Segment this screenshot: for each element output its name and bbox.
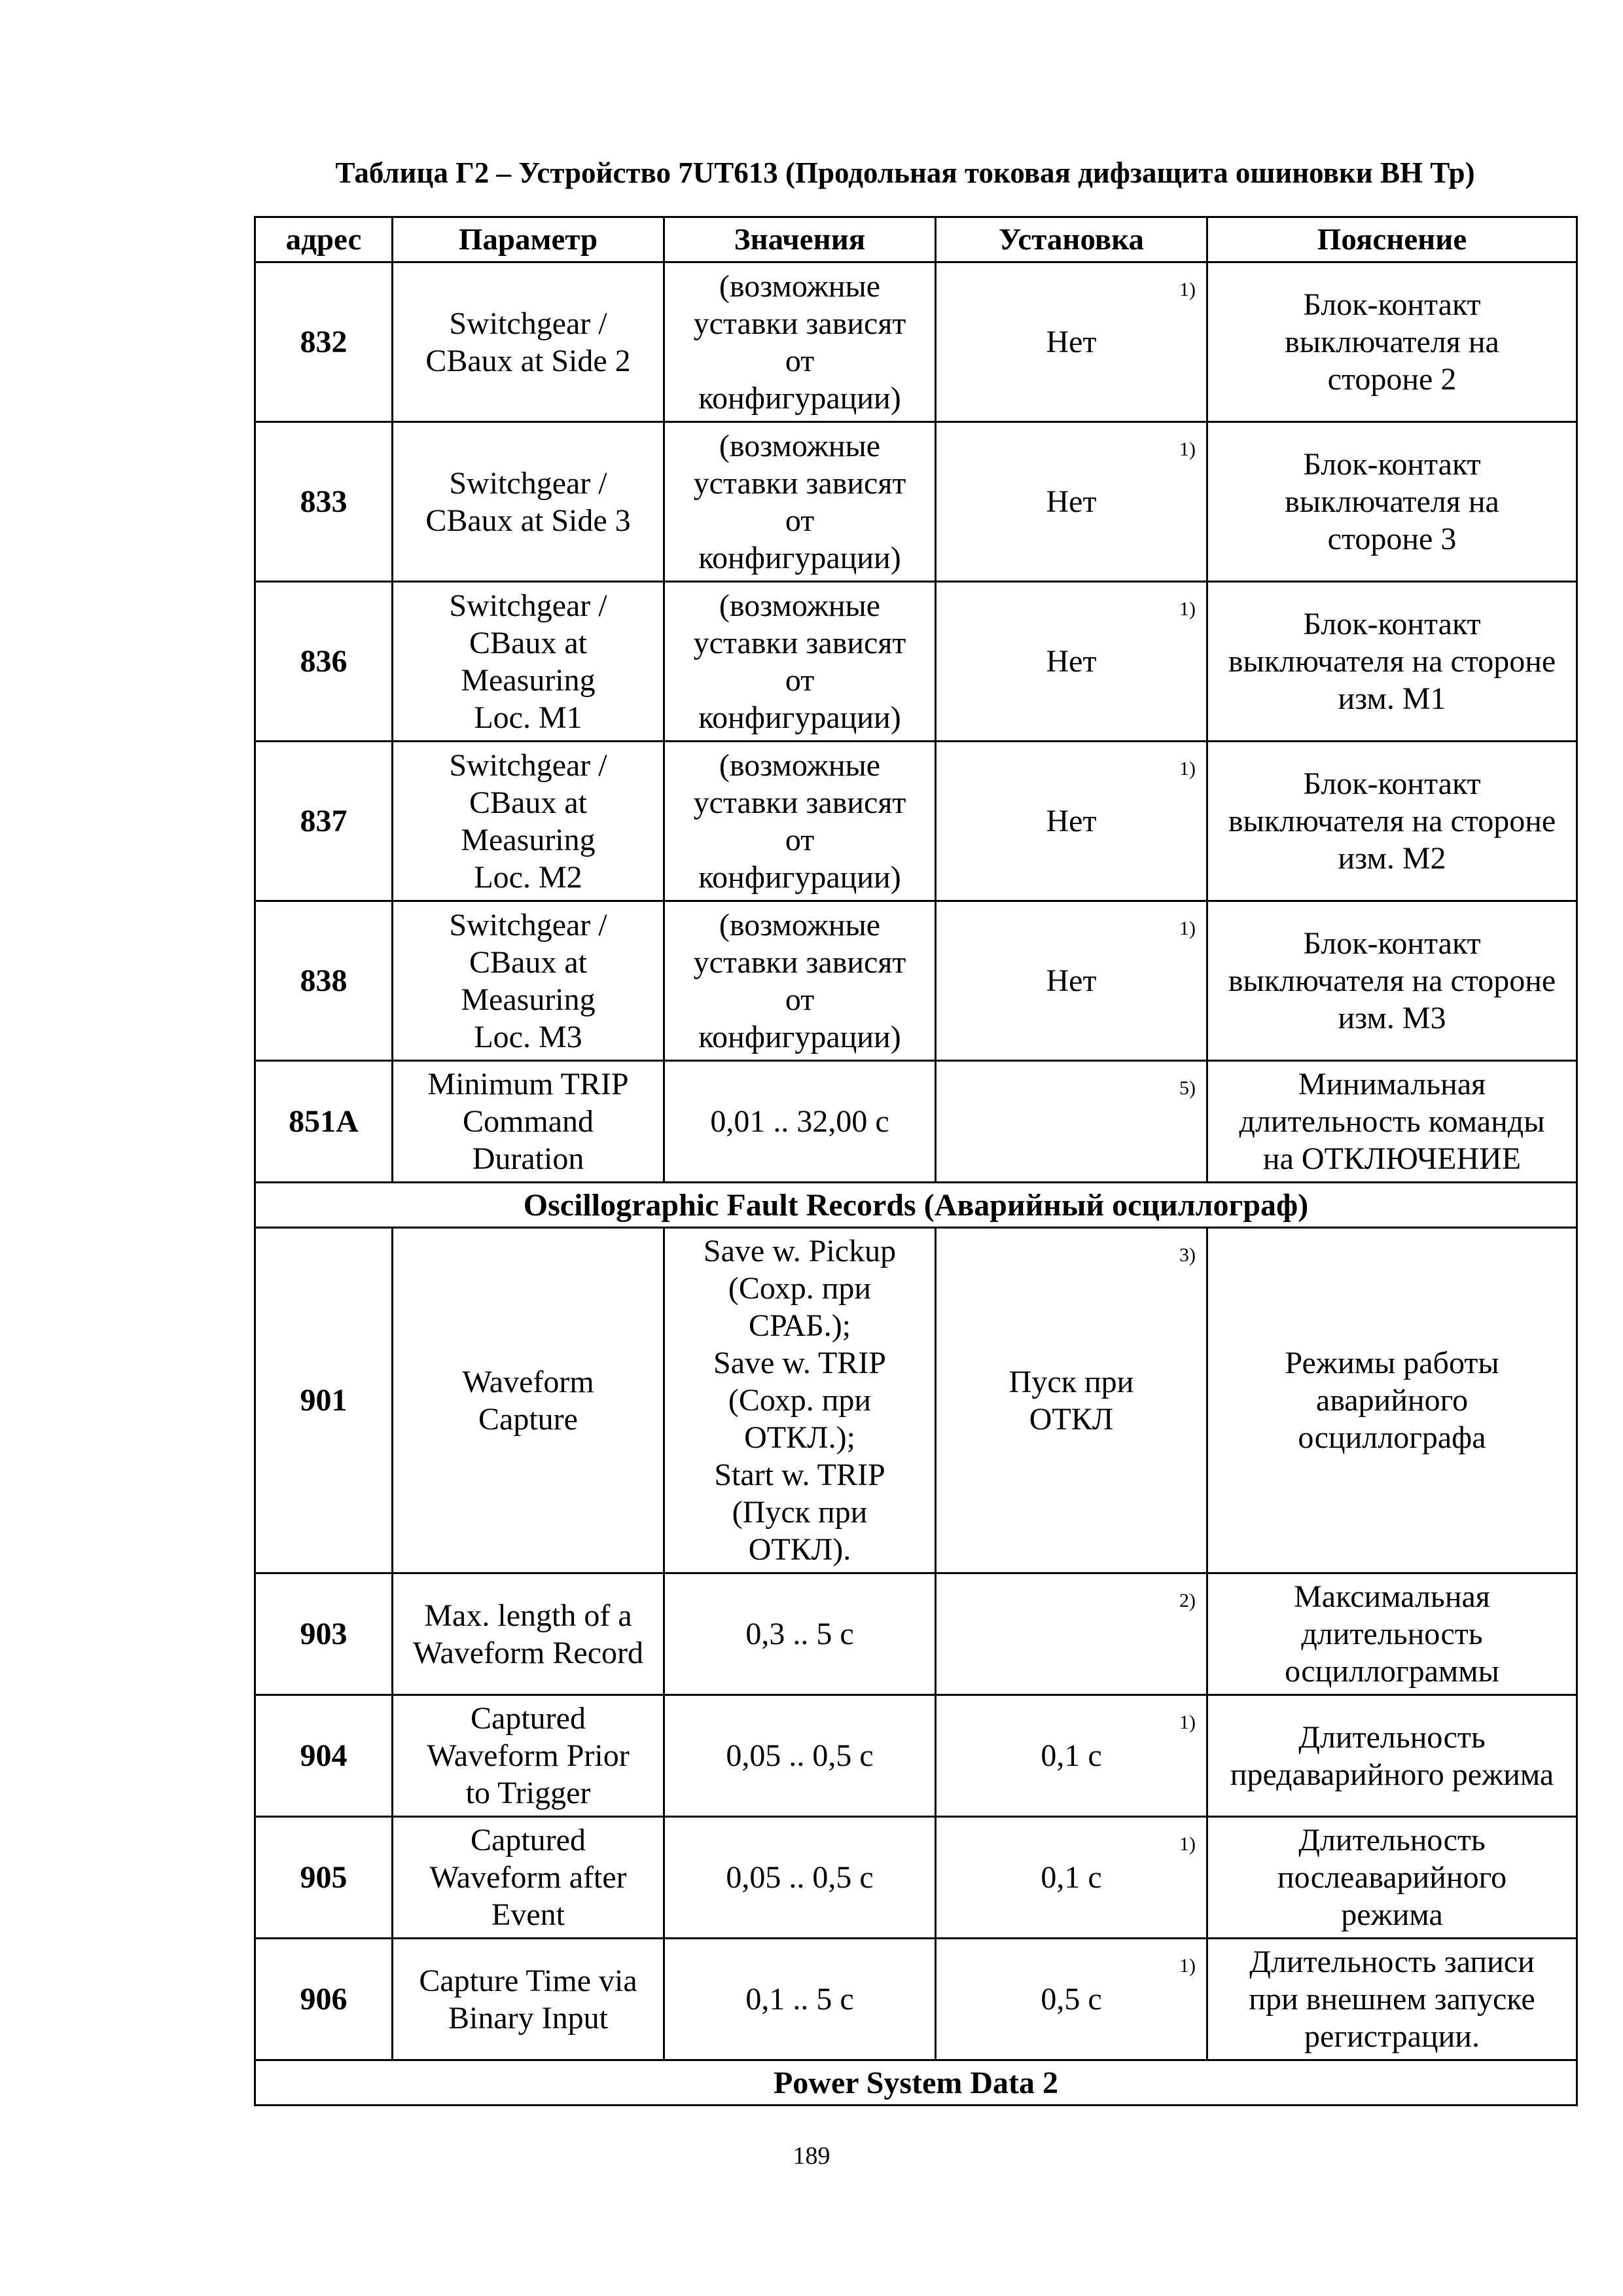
header-parameter: Параметр xyxy=(393,217,664,262)
parameter-line: Measuring xyxy=(461,662,596,698)
table-title: Таблица Г2 – Устройство 7UT613 (Продольная токовая дифзащита ошиновки ВН Тр) xyxy=(335,156,1475,189)
page-number: 189 xyxy=(793,2142,830,2170)
footnote-marker: 5) xyxy=(1179,1077,1196,1099)
parameter-line: Waveform Record xyxy=(413,1635,643,1670)
values-line: от xyxy=(785,982,815,1017)
note-line: Блок-контакт xyxy=(1303,766,1481,801)
note-cell xyxy=(1207,1061,1577,1183)
note-line: выключателя на стороне xyxy=(1228,963,1556,998)
setting-line: 0,5 с xyxy=(1041,1982,1102,2017)
note-line: Блок-контакт xyxy=(1303,926,1481,961)
address-cell: 832 xyxy=(255,262,393,422)
note-line: выключателя на xyxy=(1285,484,1499,519)
setting-cell xyxy=(936,1573,1207,1695)
parameter-cell xyxy=(393,582,664,742)
parameter-line: Event xyxy=(491,1897,565,1932)
parameter-line: Switchgear / xyxy=(449,306,607,341)
values-line: СРАБ.); xyxy=(748,1308,851,1343)
note-cell xyxy=(1207,1939,1577,2060)
values-line: (Пуск при xyxy=(732,1495,868,1530)
values-line: 0,05 .. 0,5 с xyxy=(726,1860,874,1895)
values-line: от xyxy=(785,503,815,538)
note-line: Режимы работы xyxy=(1285,1346,1499,1380)
parameter-cell xyxy=(393,1695,664,1817)
parameter-line: CBaux at Side 2 xyxy=(425,343,631,378)
setting-cell xyxy=(936,422,1207,582)
note-line: осциллографа xyxy=(1298,1420,1486,1455)
values-line: 0,3 .. 5 с xyxy=(745,1617,854,1651)
parameter-cell xyxy=(393,1061,664,1183)
footnote-marker: 1) xyxy=(1179,918,1196,939)
parameter-line: Duration xyxy=(472,1141,584,1176)
parameter-line: Switchgear / xyxy=(449,465,607,501)
values-line: ОТКЛ.); xyxy=(744,1420,855,1455)
values-cell xyxy=(664,1939,936,2060)
note-line: Длительность записи xyxy=(1249,1945,1535,1979)
note-line: предаварийного режима xyxy=(1230,1757,1554,1792)
setting-cell xyxy=(936,901,1207,1061)
section-heading: Oscillographic Fault Records (Аварийный осциллограф) xyxy=(255,1183,1577,1228)
footnote-marker: 1) xyxy=(1179,1712,1196,1733)
note-line: Длительность xyxy=(1298,1719,1486,1755)
footnote-marker: 1) xyxy=(1179,598,1196,620)
parameter-line: Captured xyxy=(471,1701,586,1736)
note-line: выключателя на стороне xyxy=(1228,644,1556,679)
note-cell xyxy=(1207,262,1577,422)
values-cell xyxy=(664,742,936,901)
address-cell: 851A xyxy=(255,1061,393,1183)
note-line: Блок-контакт xyxy=(1303,447,1481,482)
values-line: конфигурации) xyxy=(698,1019,901,1054)
note-cell xyxy=(1207,422,1577,582)
table-row xyxy=(255,1573,1577,1695)
note-line: изм. М3 xyxy=(1338,1001,1446,1035)
note-line: на ОТКЛЮЧЕНИЕ xyxy=(1262,1141,1522,1176)
parameter-line: Command xyxy=(463,1104,594,1139)
note-cell xyxy=(1207,1573,1577,1695)
parameter-line: Loc. M1 xyxy=(474,700,582,735)
parameter-cell xyxy=(393,742,664,901)
note-line: выключателя на стороне xyxy=(1228,804,1556,838)
address-cell: 901 xyxy=(255,1228,393,1573)
parameter-cell xyxy=(393,1228,664,1573)
table-row xyxy=(255,1228,1577,1573)
note-line: изм. М2 xyxy=(1338,841,1446,876)
header-note: Пояснение xyxy=(1207,217,1577,262)
setting-cell xyxy=(936,1695,1207,1817)
parameter-cell xyxy=(393,1817,664,1939)
address-cell: 906 xyxy=(255,1939,393,2060)
header-address: адрес xyxy=(255,217,393,262)
values-line: 0,01 .. 32,00 с xyxy=(710,1104,889,1139)
note-cell xyxy=(1207,1695,1577,1817)
parameter-line: Captured xyxy=(471,1823,586,1857)
note-line: стороне 2 xyxy=(1327,362,1457,397)
values-line: 0,1 .. 5 с xyxy=(745,1982,854,2017)
address-cell: 833 xyxy=(255,422,393,582)
note-cell xyxy=(1207,901,1577,1061)
setting-line: Нет xyxy=(1046,804,1097,838)
setting-line: Пуск при xyxy=(1008,1364,1134,1399)
setting-line: ОТКЛ xyxy=(1029,1401,1114,1437)
values-cell xyxy=(664,262,936,422)
parameter-line: CBaux at xyxy=(469,944,587,980)
note-line: при внешнем запуске xyxy=(1249,1982,1535,2017)
header-setting: Установка xyxy=(936,217,1207,262)
note-line: стороне 3 xyxy=(1327,522,1457,556)
values-line: уставки зависят xyxy=(693,944,906,980)
parameter-line: Switchgear / xyxy=(449,907,607,942)
values-cell xyxy=(664,1573,936,1695)
parameter-cell xyxy=(393,262,664,422)
note-line: выключателя на xyxy=(1285,325,1499,359)
parameter-line: CBaux at xyxy=(469,625,587,660)
parameter-line: Measuring xyxy=(461,982,596,1017)
note-line: Длительность xyxy=(1298,1823,1486,1857)
values-line: (Сохр. при xyxy=(728,1383,872,1418)
address-cell: 905 xyxy=(255,1817,393,1939)
values-line: конфигурации) xyxy=(698,380,901,416)
note-line: Минимальная xyxy=(1298,1067,1486,1102)
values-line: от xyxy=(785,662,815,698)
setting-line: 0,1 с xyxy=(1041,1860,1102,1895)
parameter-cell xyxy=(393,1573,664,1695)
values-line: Save w. TRIP xyxy=(713,1346,886,1380)
parameter-line: Switchgear / xyxy=(449,588,607,623)
setting-line: Нет xyxy=(1046,484,1097,519)
parameter-line: to Trigger xyxy=(465,1776,591,1810)
setting-line: Нет xyxy=(1046,963,1097,998)
header-values: Значения xyxy=(664,217,936,262)
footnote-marker: 1) xyxy=(1179,1833,1196,1855)
header-row xyxy=(255,217,1577,262)
parameter-line: Switchgear / xyxy=(449,747,607,783)
parameter-line: Binary Input xyxy=(448,2000,608,2036)
parameter-line: CBaux at Side 3 xyxy=(425,503,631,538)
setting-cell xyxy=(936,582,1207,742)
values-line: уставки зависят xyxy=(693,306,906,341)
parameter-line: CBaux at xyxy=(469,785,587,820)
values-line: уставки зависят xyxy=(693,465,906,501)
values-line: уставки зависят xyxy=(693,625,906,660)
footnote-marker: 1) xyxy=(1179,758,1196,780)
parameter-cell xyxy=(393,422,664,582)
address-cell: 836 xyxy=(255,582,393,742)
parameter-cell xyxy=(393,1939,664,2060)
table-row xyxy=(255,1939,1577,2060)
values-line: от xyxy=(785,822,815,857)
table-row xyxy=(255,1695,1577,1817)
values-line: 0,05 .. 0,5 с xyxy=(726,1738,874,1773)
footnote-marker: 3) xyxy=(1179,1244,1196,1266)
values-cell xyxy=(664,1061,936,1183)
note-cell xyxy=(1207,1817,1577,1939)
section-row xyxy=(255,2060,1577,2106)
table-row xyxy=(255,1061,1577,1183)
note-line: Блок-контакт xyxy=(1303,287,1481,322)
values-line: конфигурации) xyxy=(698,700,901,735)
values-line: (возможные xyxy=(719,747,881,783)
address-cell: 837 xyxy=(255,742,393,901)
note-line: длительность команды xyxy=(1239,1104,1545,1139)
note-line: регистрации. xyxy=(1304,2019,1480,2054)
note-line: Максимальная xyxy=(1294,1579,1490,1614)
address-cell: 838 xyxy=(255,901,393,1061)
values-line: от xyxy=(785,343,815,378)
setting-line: Нет xyxy=(1046,644,1097,679)
table-row xyxy=(255,422,1577,582)
setting-cell xyxy=(936,742,1207,901)
values-line: (возможные xyxy=(719,907,881,942)
values-line: конфигурации) xyxy=(698,859,901,895)
setting-cell xyxy=(936,1817,1207,1939)
values-cell xyxy=(664,1228,936,1573)
note-line: режима xyxy=(1341,1897,1443,1932)
parameter-line: Waveform Prior xyxy=(427,1738,630,1773)
parameter-cell xyxy=(393,901,664,1061)
values-cell xyxy=(664,422,936,582)
values-line: Start w. TRIP xyxy=(714,1458,885,1492)
parameter-line: Waveform xyxy=(462,1364,594,1399)
values-cell xyxy=(664,901,936,1061)
setting-cell xyxy=(936,1228,1207,1573)
note-line: длительность xyxy=(1301,1617,1483,1651)
table-row xyxy=(255,1817,1577,1939)
note-line: послеаварийного xyxy=(1277,1860,1507,1895)
parameter-line: Minimum TRIP xyxy=(427,1067,629,1102)
values-cell xyxy=(664,1817,936,1939)
footnote-marker: 1) xyxy=(1179,439,1196,460)
parameter-line: Waveform after xyxy=(429,1860,627,1895)
address-cell: 903 xyxy=(255,1573,393,1695)
parameter-line: Loc. M2 xyxy=(474,859,582,895)
parameter-line: Loc. M3 xyxy=(474,1019,582,1054)
note-line: аварийного xyxy=(1315,1383,1469,1418)
note-line: изм. М1 xyxy=(1338,681,1446,716)
section-row xyxy=(255,1183,1577,1228)
values-line: конфигурации) xyxy=(698,540,901,575)
setting-cell xyxy=(936,1939,1207,2060)
table-row xyxy=(255,901,1577,1061)
table-row xyxy=(255,742,1577,901)
address-cell: 904 xyxy=(255,1695,393,1817)
values-line: (возможные xyxy=(719,268,881,304)
footnote-marker: 1) xyxy=(1179,1955,1196,1977)
table-row xyxy=(255,262,1577,422)
settings-table xyxy=(254,216,1578,2106)
values-line: (Сохр. при xyxy=(728,1271,872,1306)
parameter-line: Measuring xyxy=(461,822,596,857)
values-line: ОТКЛ). xyxy=(748,1532,851,1567)
note-cell xyxy=(1207,1228,1577,1573)
values-line: (возможные xyxy=(719,588,881,623)
note-line: Блок-контакт xyxy=(1303,607,1481,641)
setting-line: 0,1 с xyxy=(1041,1738,1102,1773)
section-heading: Power System Data 2 xyxy=(255,2060,1577,2106)
values-cell xyxy=(664,582,936,742)
footnote-marker: 2) xyxy=(1179,1590,1196,1611)
note-cell xyxy=(1207,742,1577,901)
parameter-line: Max. length of a xyxy=(424,1598,632,1633)
footnote-marker: 1) xyxy=(1179,279,1196,300)
table-row xyxy=(255,582,1577,742)
parameter-line: Capture Time via xyxy=(419,1963,637,1998)
setting-cell xyxy=(936,262,1207,422)
setting-line: Нет xyxy=(1046,325,1097,359)
values-line: Save w. Pickup xyxy=(703,1234,897,1268)
values-line: (возможные xyxy=(719,428,881,463)
note-cell xyxy=(1207,582,1577,742)
values-line: уставки зависят xyxy=(693,785,906,820)
note-line: осциллограммы xyxy=(1285,1654,1499,1689)
parameter-line: Capture xyxy=(478,1401,578,1437)
setting-cell xyxy=(936,1061,1207,1183)
values-cell xyxy=(664,1695,936,1817)
